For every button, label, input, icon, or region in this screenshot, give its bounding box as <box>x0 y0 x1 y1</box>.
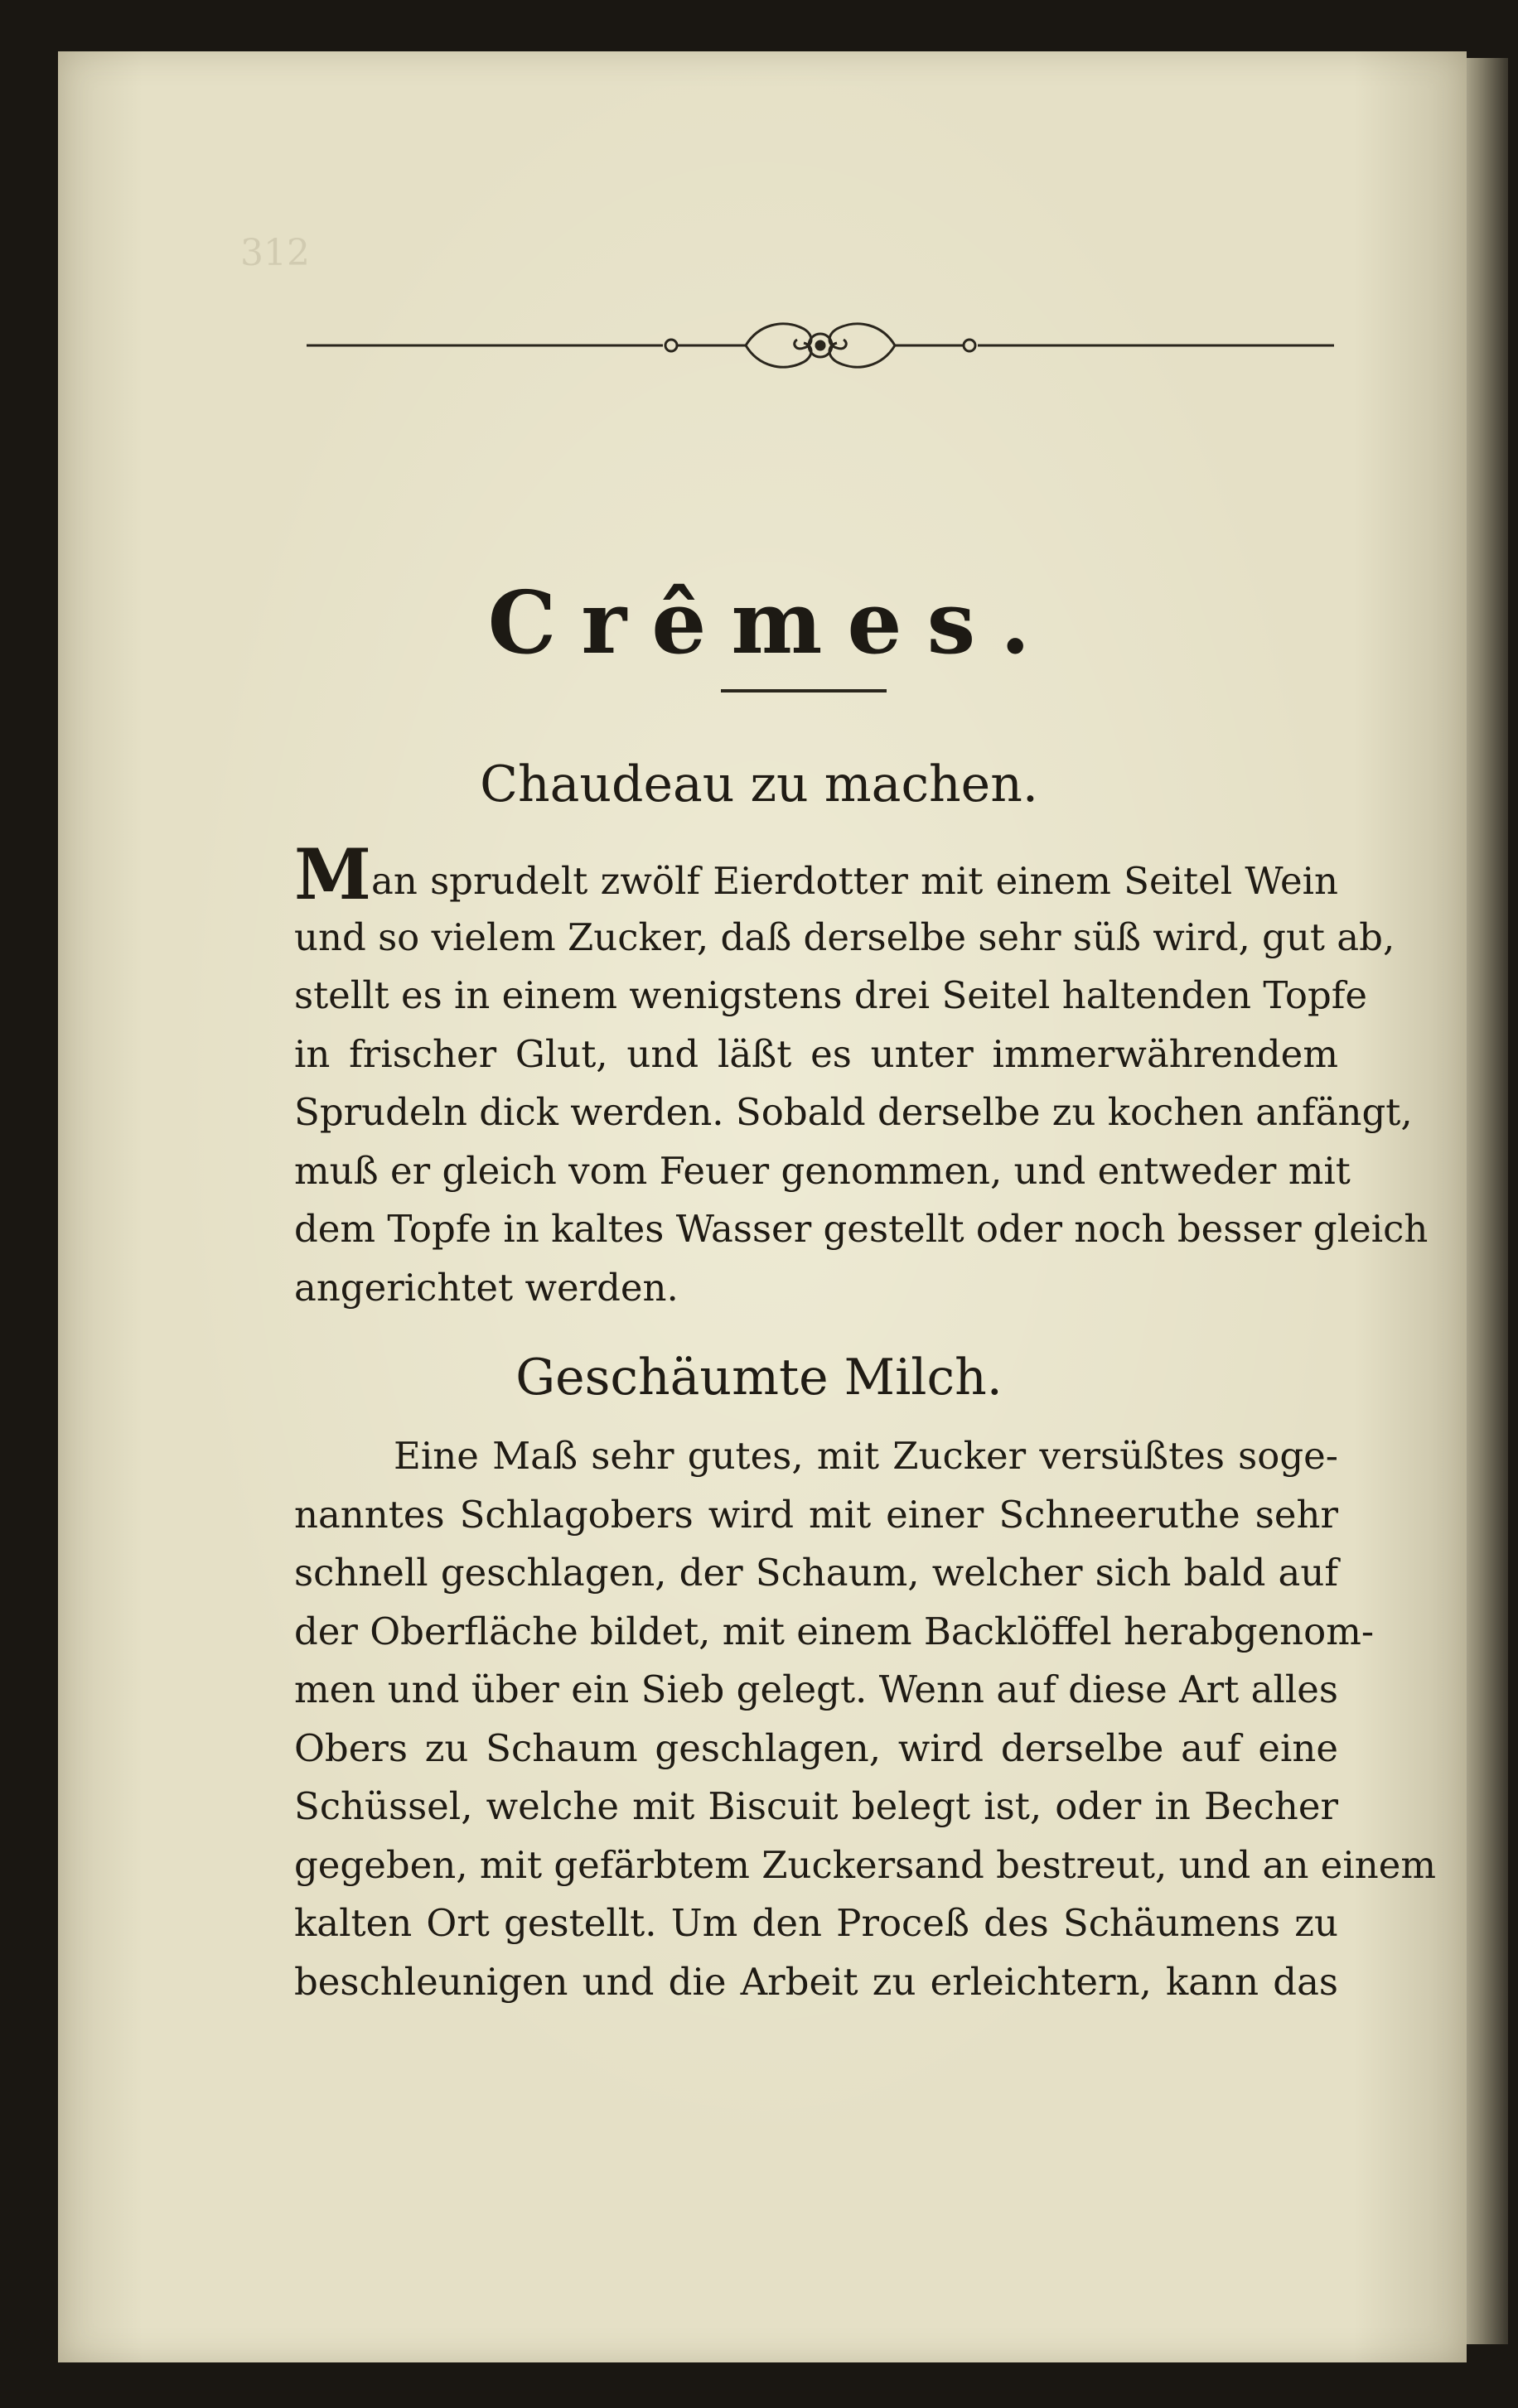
text-line: Eine Maß sehr gutes, mit Zucker versüßtes soge- <box>394 1434 1338 1478</box>
text-line: Obers zu Schaum geschlagen, wird derselbe auf eine <box>294 1725 1338 1770</box>
text-line: nanntes Schlagobers wird mit einer Schneeruthe sehr <box>294 1492 1338 1537</box>
text-line: Man sprudelt zwölf Eierdotter mit einem Seitel Wein <box>294 833 1338 915</box>
text-line: angerichtet werden. <box>294 1265 679 1310</box>
text-line: in frischer Glut, und läßt es unter immerwährendem <box>294 1031 1338 1076</box>
paragraph-geschaeumte-milch <box>294 1427 1437 2011</box>
text-line: stellt es in einem wenigstens drei Seitel haltenden Topfe <box>294 973 1368 1017</box>
header-ornament <box>307 308 1334 383</box>
text-line: dem Topfe in kaltes Wasser gestellt oder noch besser gleich <box>294 1207 1429 1251</box>
section-heading-geschaeumte-milch: Geschäumte Milch. <box>515 1349 1003 1407</box>
text-line: Sprudeln dick werden. Sobald derselbe zu kochen anfängt, <box>294 1090 1413 1134</box>
text-line: schnell geschlagen, der Schaum, welcher sich bald auf <box>294 1551 1338 1595</box>
bleed-through-page-number: 312 <box>240 232 310 274</box>
text-line: gegeben, mit gefärbtem Zuckersand bestreut, und an einem <box>294 1842 1437 1887</box>
text-line: und so vielem Zucker, daß derselbe sehr süß wird, gut ab, <box>294 914 1395 959</box>
title-rule <box>721 689 887 692</box>
drop-cap: M <box>294 833 371 915</box>
text-line: beschleunigen und die Arbeit zu erleichtern, kann das <box>294 1959 1338 2004</box>
section-heading-chaudeau: Chaudeau zu machen. <box>480 755 1038 813</box>
text-line: kalten Ort gestellt. Um den Proceß des Schäumens zu <box>294 1901 1338 1945</box>
page-title: Crêmes. <box>487 572 1056 673</box>
text-line: der Oberfläche bildet, mit einem Backlöffel herabgenom- <box>294 1609 1375 1653</box>
text-line: muß er gleich vom Feuer genommen, und entweder mit <box>294 1148 1351 1193</box>
paragraph-chaudeau <box>294 833 1429 1317</box>
text-line: Schüssel, welche mit Biscuit belegt ist, oder in Becher <box>294 1784 1338 1828</box>
text-line: men und über ein Sieb gelegt. Wenn auf diese Art alles <box>294 1667 1338 1711</box>
